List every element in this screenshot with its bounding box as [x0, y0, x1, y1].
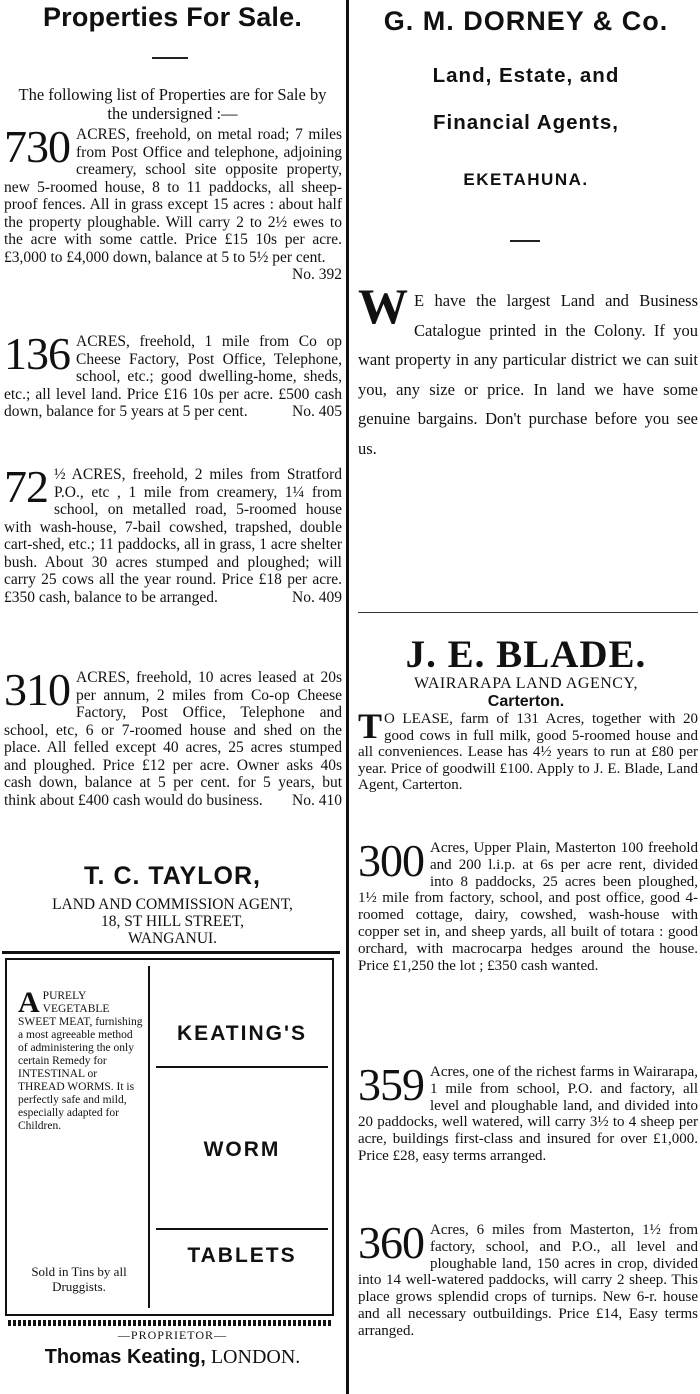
listing-359 — [358, 1059, 698, 1165]
blade-lease — [358, 706, 698, 794]
section-rule — [358, 612, 698, 613]
listing-ref: No. 410 — [292, 791, 342, 809]
listing-72 — [4, 461, 342, 606]
listing-text: ACRES, freehold, 10 acres leased at 20s per annum, 2 miles from Co-op Cheese Factory, Post Office, Telephone and school, etc, 6 or 7-roomed house and shed on the place. All felled except 40 acres, 25 acres stumped and ploughed. Price £12 per acre. Owner asks 40s cash down, balance at 5 per cent. for 5 years, but think about £400 cash would do business. — [4, 669, 342, 809]
keating-ad-divider — [148, 966, 150, 1308]
listing-300 — [358, 835, 698, 974]
blade-dropcap: T — [358, 706, 383, 746]
keating-ad-rule — [156, 1066, 328, 1068]
keating-maker-name: Thomas Keating, — [44, 1346, 206, 1368]
listing-acres: 72 — [4, 461, 48, 512]
listing-text: Acres, Upper Plain, Masterton 100 freehold and 200 l.i.p. at 6s per acre rent, divided into 8 paddocks, 25 acres been ploughed, 1½ mile from factory, school, and post office, good 4-roomed cottage, dairy, cowshed, wash-house with copper set in, and sheep yards, all built of totara : good orchard, with macrocarpa hedges around the house. Price £1,250 the lot ; £350 cash wanted. — [358, 840, 698, 974]
listing-text: Acres, one of the richest farms in Wairarapa, 1 mile from school, P.O. and factory, all level and ploughable land, and divided into 20 paddocks, well watered, will carry 3½ to 4 sheep per acre, buildings first-class and insured for over £1,000. Price £28, easy terms arranged. — [358, 1064, 698, 1164]
listing-acres: 300 — [358, 835, 424, 886]
column-divider — [346, 0, 349, 1394]
keating-ad-bar — [8, 1320, 332, 1326]
listing-acres: 359 — [358, 1059, 424, 1110]
listing-acres: 730 — [4, 121, 70, 172]
keating-ad-description — [18, 986, 144, 1133]
listing-136 — [4, 328, 342, 421]
keating-brand: KEATING'S — [177, 1022, 307, 1045]
listing-ref: No. 409 — [292, 588, 342, 606]
ad-dropcap: A — [18, 986, 40, 1019]
keating-worm: WORM — [203, 1138, 281, 1161]
blade-lease-text: O LEASE, farm of 131 Acres, together with 20 good cows in full milk, good 5-roomed house and all conveniences. Lease has 4½ years to run at £80 per year. Price of goodwill £100. Apply to J. E. Blade, Land Agent, Carterton. — [358, 711, 698, 793]
properties-heading: Properties For Sale. — [42, 2, 303, 32]
dorney-body-text: E have the largest Land and Business Catalogue printed in the Colony. If you want property in any particular district we can suit you, any size or price. In land we have some genuine bargains. Don't purchase before you see us. — [358, 291, 698, 458]
dorney-body — [358, 278, 698, 463]
listing-ref: No. 405 — [292, 403, 342, 420]
dorney-dropcap: W — [358, 278, 408, 334]
taylor-line-3: WANGANUI. — [127, 930, 218, 947]
taylor-name: T. C. TAYLOR, — [84, 862, 261, 890]
listing-acres: 136 — [4, 328, 70, 379]
listing-acres: 310 — [4, 664, 70, 715]
listing-text: ACRES, freehold, on metal road; 7 miles from Post Office and telephone, adjoining creamery, school site opposite property, new 5-roomed house, 8 to 11 paddocks, all sheep-proof fences. All in grass except 15 acres : about half the property ploughable. Will carry 2 to 2½ ewes to the acre with some cattle. Price £15 10s per acre. £3,000 to £4,000 down, balance at 5 to 5½ per cent. — [4, 126, 342, 266]
intro-text: The following list of Properties are for Sale by the undersigned :— — [18, 85, 327, 123]
listing-text: Acres, 6 miles from Masterton, 1½ from factory, school, and P.O., all level and ploughable land, 150 acres in crop, divided into 14 well-watered paddocks, will carry 2 sheep. This place grows splendid crops of turnips. New 6-r. house and all necessary outbuildings. Price £14, Easy terms arranged. — [358, 1222, 698, 1339]
taylor-line-2: 18, ST HILL STREET, — [100, 913, 245, 930]
taylor-line-1: LAND AND COMMISSION AGENT, — [52, 896, 293, 913]
listing-310 — [4, 664, 342, 809]
ad-body: PURELY VEGETABLE SWEET MEAT, furnishing a most agreeable method of administering the only certain Remedy for INTESTINAL or THREAD WORMS. It is perfectly safe and mild, especially adapted for Children. — [18, 990, 143, 1132]
keating-proprietor: —PROPRIETOR— — [117, 1328, 228, 1342]
dorney-name: G. M. DORNEY & Co. — [383, 6, 669, 36]
listing-acres: 360 — [358, 1217, 424, 1268]
listing-ref: No. 392 — [292, 266, 342, 283]
blade-agency: WAIRARAPA LAND AGENCY, — [414, 675, 638, 692]
heading-dash — [152, 57, 188, 59]
listing-text: ACRES, freehold, 1 mile from Co op Cheese Factory, Post Office, Telephone, school, etc.; good dwelling-home, sheds, etc.; all level land. Price £16 10s per acre. £500 cash down, balance for 5 years at 5 per cent. — [4, 333, 342, 420]
keating-maker-city: LONDON. — [210, 1346, 301, 1368]
dorney-line-1: Land, Estate, and — [432, 64, 620, 87]
blade-town: Carterton. — [487, 693, 565, 710]
dorney-town: EKETAHUNA. — [463, 170, 589, 189]
dorney-line-2: Financial Agents, — [433, 111, 619, 134]
dorney-dash — [510, 240, 540, 242]
listing-360 — [358, 1217, 698, 1340]
keating-maker — [0, 1346, 345, 1369]
listing-text: ½ ACRES, freehold, 2 miles from Stratford P.O., etc , 1 mile from creamery, 1¼ from school, on metalled road, 5-roomed house with wash-house, 7-bail cowshed, trapshed, double cart-shed, etc.; 11 paddocks, all in grass, 1 acre shelter bush. About 30 acres stumped and ploughed; will carry 25 cows all the year round. Price £18 per acre. £350 cash, balance to be arranged. — [4, 466, 342, 606]
keating-tablets: TABLETS — [187, 1244, 297, 1267]
keating-ad-rule — [156, 1228, 328, 1230]
keating-ad-sold: Sold in Tins by all Druggists. — [31, 1264, 127, 1294]
blade-name: J. E. BLADE. — [405, 633, 647, 676]
listing-730 — [4, 121, 342, 284]
